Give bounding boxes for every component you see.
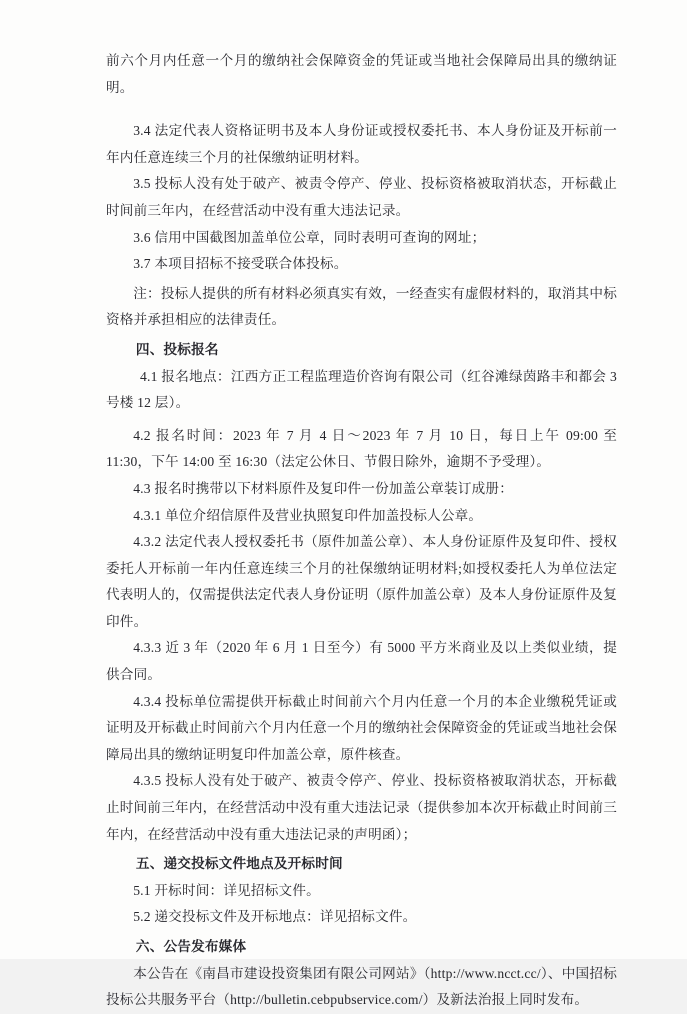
section-heading-bid-registration: 四、投标报名 <box>135 341 219 357</box>
clause-3-5: 3.5 投标人没有处于破产、被责令停产、停业、投标资格被取消状态，开标截止时间前三年内，在经营活动中没有重大违法记录。 <box>106 176 617 218</box>
clause-4-3-1: 4.3.1 单位介绍信原件及营业执照复印件加盖投标人公章。 <box>133 507 483 523</box>
clause-4-2: 4.2 报名时间：2023 年 7 月 4 日～2023 年 7 月 10 日，每日上午 09:00 至 11:30，下午 14:00 至 16:30（法定公休日、节假日除外，逾期不予受理）。 <box>106 427 617 470</box>
publish-media-paragraph: 本公告在《南昌市建设投资集团有限公司网站》（http://www.ncct.cc/）、中国招标投标公共服务平台（http://bulletin.cebpubservice.com/）及新法治报上同时发布。 <box>106 965 617 1008</box>
paragraph-social-security-continuation: 前六个月内任意一个月的缴纳社会保障资金的凭证或当地社会保障局出具的缴纳证明。 <box>106 53 617 95</box>
clause-5-1: 5.1 开标时间：详见招标文件。 <box>133 882 320 898</box>
clause-4-3-3: 4.3.3 近 3 年（2020 年 6 月 1 日至今）有 5000 平方米商业及以上类似业绩，提供合同。 <box>106 640 617 683</box>
section-heading-submission-and-opening: 五、递交投标文件地点及开标时间 <box>135 856 343 872</box>
clause-5-2: 5.2 递交投标文件及开标地点：详见招标文件。 <box>133 909 417 925</box>
note-paragraph: 注：投标人提供的所有材料必须真实有效，一经查实有虚假材料的，取消其中标资格并承担相应的法律责任。 <box>106 285 617 328</box>
clause-3-4: 3.4 法定代表人资格证明书及本人身份证或授权委托书、本人身份证及开标前一年内任意连续三个月的社保缴纳证明材料。 <box>106 123 617 165</box>
clause-4-3-5: 4.3.5 投标人没有处于破产、被责令停产、停业、投标资格被取消状态，开标截止时间前三年内，在经营活动中没有重大违法记录（提供参加本次开标截止时间前三年内，在经营活动中没有重大违法记录的声明函）； <box>106 773 617 842</box>
section-heading-publish-media: 六、公告发布媒体 <box>135 939 247 954</box>
clause-4-1: 4.1 报名地点：江西方正工程监理造价咨询有限公司（红谷滩绿茵路丰和都会 3 号楼 12 层）。 <box>106 368 617 411</box>
clause-4-3-4: 4.3.4 投标单位需提供开标截止时间前六个月内任意一个月的本企业缴税凭证或证明及开标截止时间前六个月内任意一个月的缴纳社会保障资金的凭证或当地社会保障局出具的缴纳证明复印件加盖公章，原件核查。 <box>106 693 617 762</box>
clause-4-3: 4.3 报名时携带以下材料原件及复印件一份加盖公章装订成册： <box>133 480 514 496</box>
clause-3-6: 3.6 信用中国截图加盖单位公章，同时表明可查询的网址； <box>133 229 486 245</box>
clause-3-7: 3.7 本项目招标不接受联合体投标。 <box>133 256 348 272</box>
clause-4-3-2: 4.3.2 法定代表人授权委托书（原件加盖公章）、本人身份证原件及复印件、授权委托人开标前一年内任意连续三个月的社保缴纳证明材料;如授权委托人为单位法定代表明人的，仅需提供法定代表人身份证明（原件加盖公章）及本人身份证原件及复印件。 <box>106 534 617 629</box>
